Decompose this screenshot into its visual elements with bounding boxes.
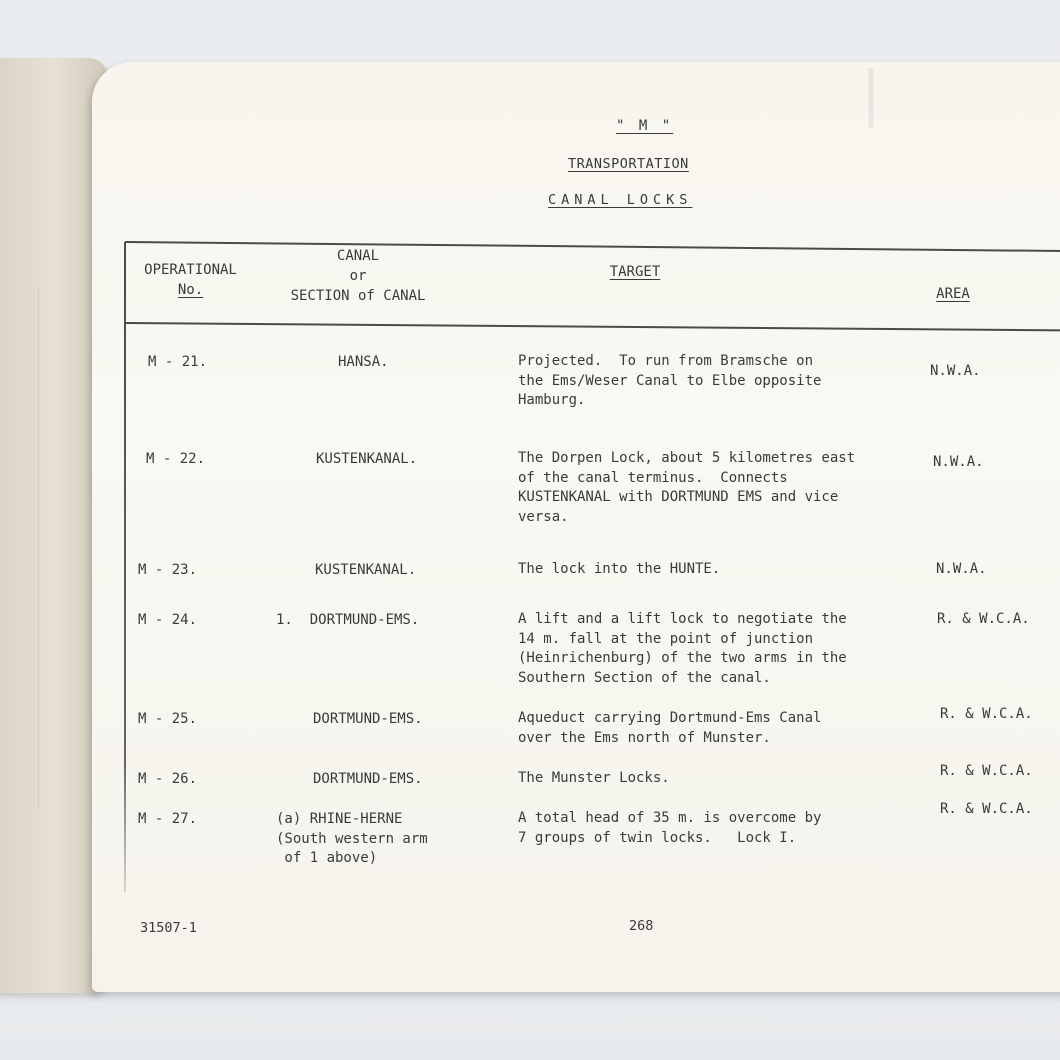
area-code: R. & W.C.A. [940,763,1033,779]
target-line: A total head of 35 m. is overcome by [518,810,822,826]
section-title: TRANSPORTATION [568,156,689,172]
operational-number: M - 23. [138,562,198,578]
page-number: 268 [629,918,654,934]
target-description [518,809,821,848]
canal-line: of 1 above) [276,850,378,866]
document-code: 31507-1 [140,920,197,936]
target-description [518,769,670,789]
header-line: SECTION of CANAL [290,288,426,304]
subsection-title: CANAL LOCKS [548,192,693,208]
target-description [518,560,720,580]
target-line: Southern Section of the canal. [518,669,771,686]
canal-line: (a) RHINE-HERNE [276,811,403,827]
column-header-canal [278,246,438,306]
target-line: versa. [518,508,569,525]
target-line: Aqueduct carrying Dortmund-Ems Canal [518,710,822,726]
target-line: 7 groups of twin locks. Lock I. [518,829,797,846]
area-code: N.W.A. [933,454,984,470]
target-line: the Ems/Weser Canal to Elbe opposite [518,372,822,389]
canal-line: 1. DORTMUND-EMS. [276,612,420,628]
target-line: The Munster Locks. [518,770,670,786]
operational-number: M - 24. [138,612,198,628]
target-line: A lift and a lift lock to negotiate the [518,611,847,627]
canal-line: KUSTENKANAL. [315,562,417,578]
canal-name [313,770,423,790]
page-fold [868,68,874,128]
canal-name [315,561,416,581]
target-line: over the Ems north of Munster. [518,729,771,746]
target-description [518,352,821,411]
header-line: No. [177,282,204,298]
target-line: 14 m. fall at the point of junction [518,630,814,647]
series-letter: " M " [616,118,674,134]
canal-name [276,810,428,869]
column-header-target: TARGET [609,264,661,280]
canal-line: (South western arm [276,830,428,847]
area-code: R. & W.C.A. [940,801,1033,817]
target-line: KUSTENKANAL with DORTMUND EMS and vice [518,489,839,505]
target-line: The lock into the HUNTE. [518,561,721,577]
left-page-margin [0,288,39,808]
target-line: Projected. To run from Bramsche on [518,353,814,369]
target-line: Hamburg. [518,392,586,408]
table-left-rule [124,242,126,892]
operational-number: M - 26. [138,771,198,787]
canal-line: HANSA. [338,354,389,370]
target-description [518,610,847,688]
header-line: or [349,268,367,284]
area-code: N.W.A. [936,561,987,577]
operational-number: M - 21. [148,354,208,370]
area-code: R. & W.C.A. [940,706,1033,722]
canal-name [276,611,419,631]
operational-number: M - 25. [138,711,198,727]
operational-number: M - 27. [138,811,198,827]
area-code: N.W.A. [930,363,981,379]
target-line: (Heinrichenburg) of the two arms in the [518,650,847,666]
target-description [518,709,821,748]
operational-number: M - 22. [146,451,206,467]
area-code: R. & W.C.A. [937,611,1030,627]
header-line: OPERATIONAL [144,262,237,278]
header-line: CANAL [336,248,380,264]
canal-line: DORTMUND-EMS. [313,711,423,727]
canal-name [313,710,423,730]
canal-name [316,450,417,470]
canal-line: DORTMUND-EMS. [313,771,423,787]
target-line: of the canal terminus. Connects [518,469,788,486]
canal-line: KUSTENKANAL. [316,451,418,467]
target-description [518,449,855,527]
column-header-area: AREA [936,286,970,302]
column-header-operational [133,260,248,300]
canal-name [338,353,389,373]
target-line: The Dorpen Lock, about 5 kilometres east [518,450,856,466]
